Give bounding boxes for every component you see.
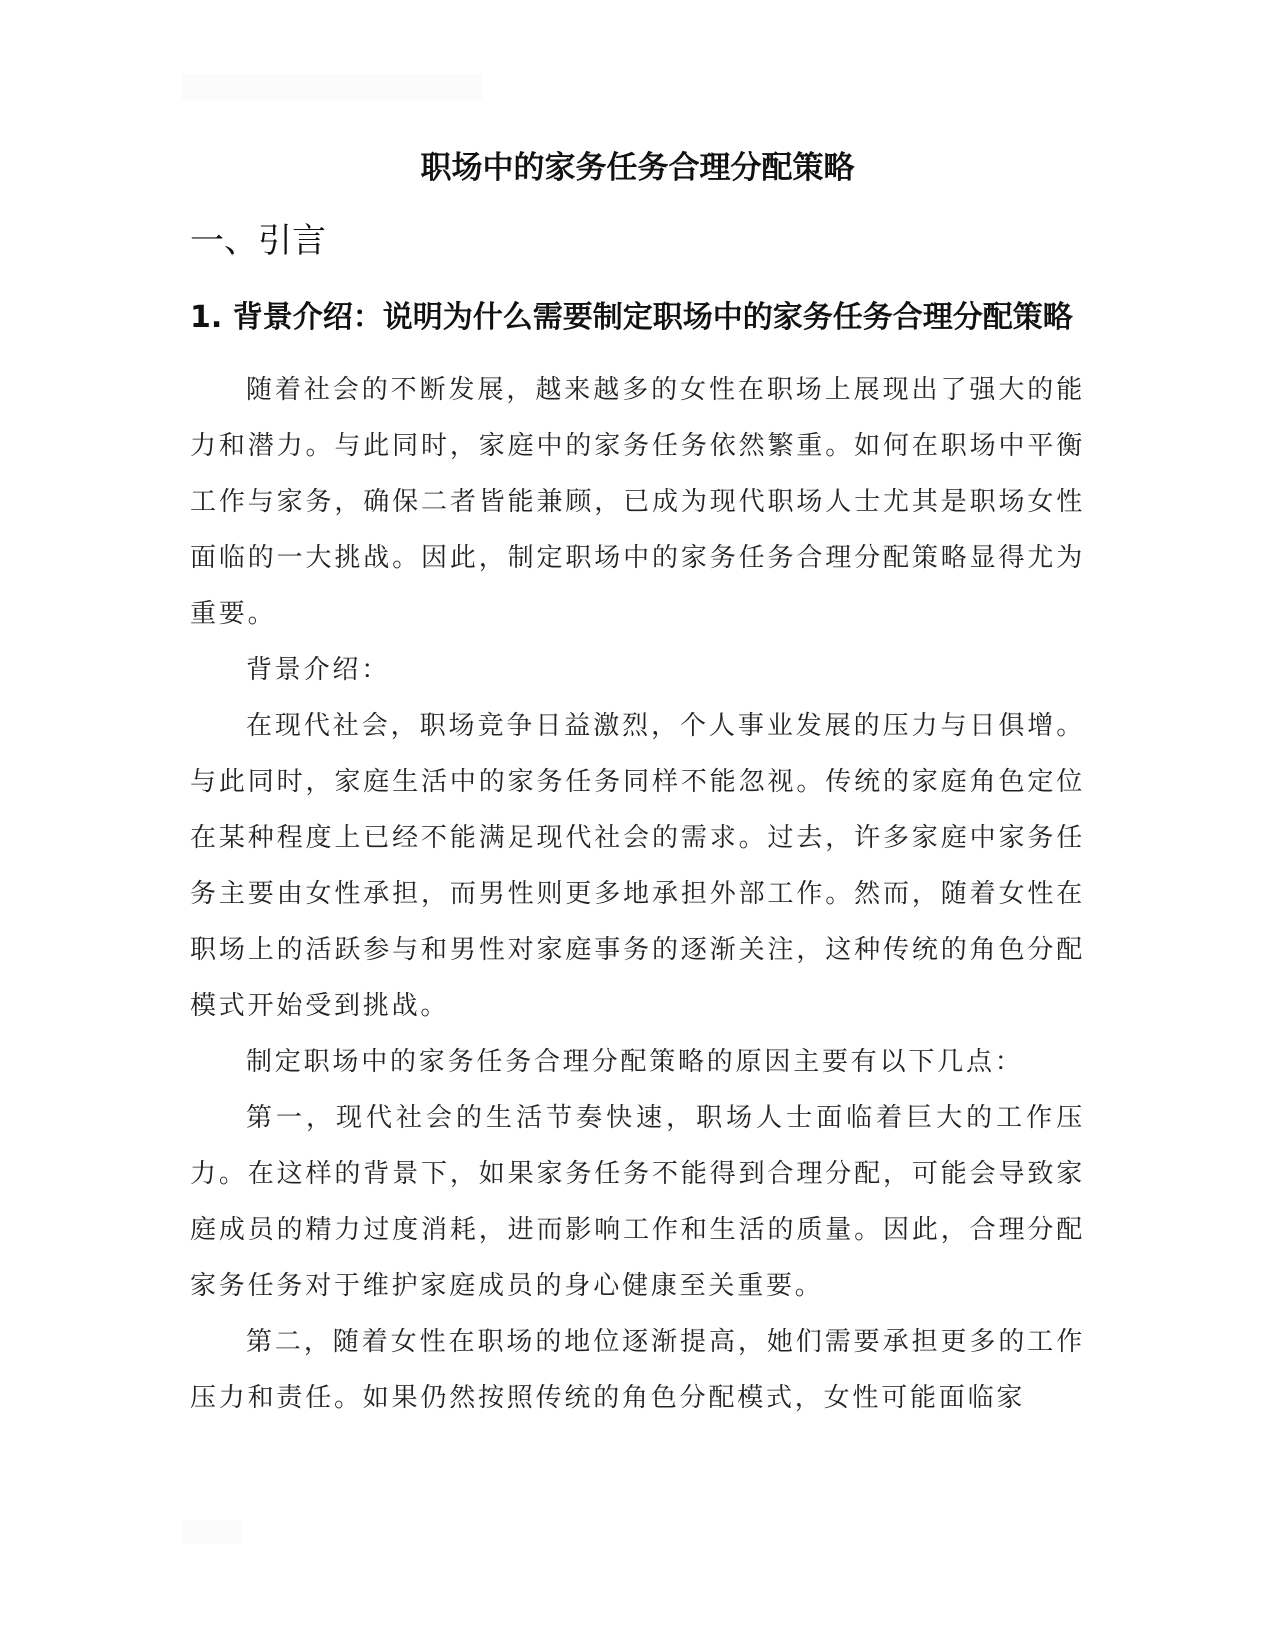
paragraph-2: 背景介绍： [246,655,391,685]
section-heading-introduction: 一、引言 [190,221,326,261]
paragraph-5: 第一，现代社会的生活节奏快速，职场人士面临着巨大的工作压力。在这样的背景下，如果家务任务不能得到合理分配，可能会导致家庭成员的精力过度消耗，进而影响工作和生活的质量。因此，合理分配家务任务对于维护家庭成员的身心健康至关重要。 [190,1103,1085,1301]
subsection-heading-background: 1. 背景介绍：说明为什么需要制定职场中的家务任务合理分配策略 [190,300,1073,335]
document-body [190,148,1085,1426]
paragraph-6: 第二，随着女性在职场的地位逐渐提高，她们需要承担更多的工作压力和责任。如果仍然按照传统的角色分配模式，女性可能面临家 [190,1327,1085,1413]
paragraph-1: 随着社会的不断发展，越来越多的女性在职场上展现出了强大的能力和潜力。与此同时，家庭中的家务任务依然繁重。如何在职场中平衡工作与家务，确保二者皆能兼顾，已成为现代职场人士尤其是职场女性面临的一大挑战。因此，制定职场中的家务任务合理分配策略显得尤为重要。 [190,375,1085,629]
scan-smudge [182,74,482,100]
paragraph-4: 制定职场中的家务任务合理分配策略的原因主要有以下几点： [246,1047,1024,1077]
document-title: 职场中的家务任务合理分配策略 [420,150,855,186]
scan-smudge [182,1520,242,1544]
paragraph-3: 在现代社会，职场竞争日益激烈，个人事业发展的压力与日俱增。与此同时，家庭生活中的家务任务同样不能忽视。传统的家庭角色定位在某种程度上已经不能满足现代社会的需求。过去，许多家庭中家务任务主要由女性承担，而男性则更多地承担外部工作。然而，随着女性在职场上的活跃参与和男性对家庭事务的逐渐关注，这种传统的角色分配模式开始受到挑战。 [190,711,1085,1021]
